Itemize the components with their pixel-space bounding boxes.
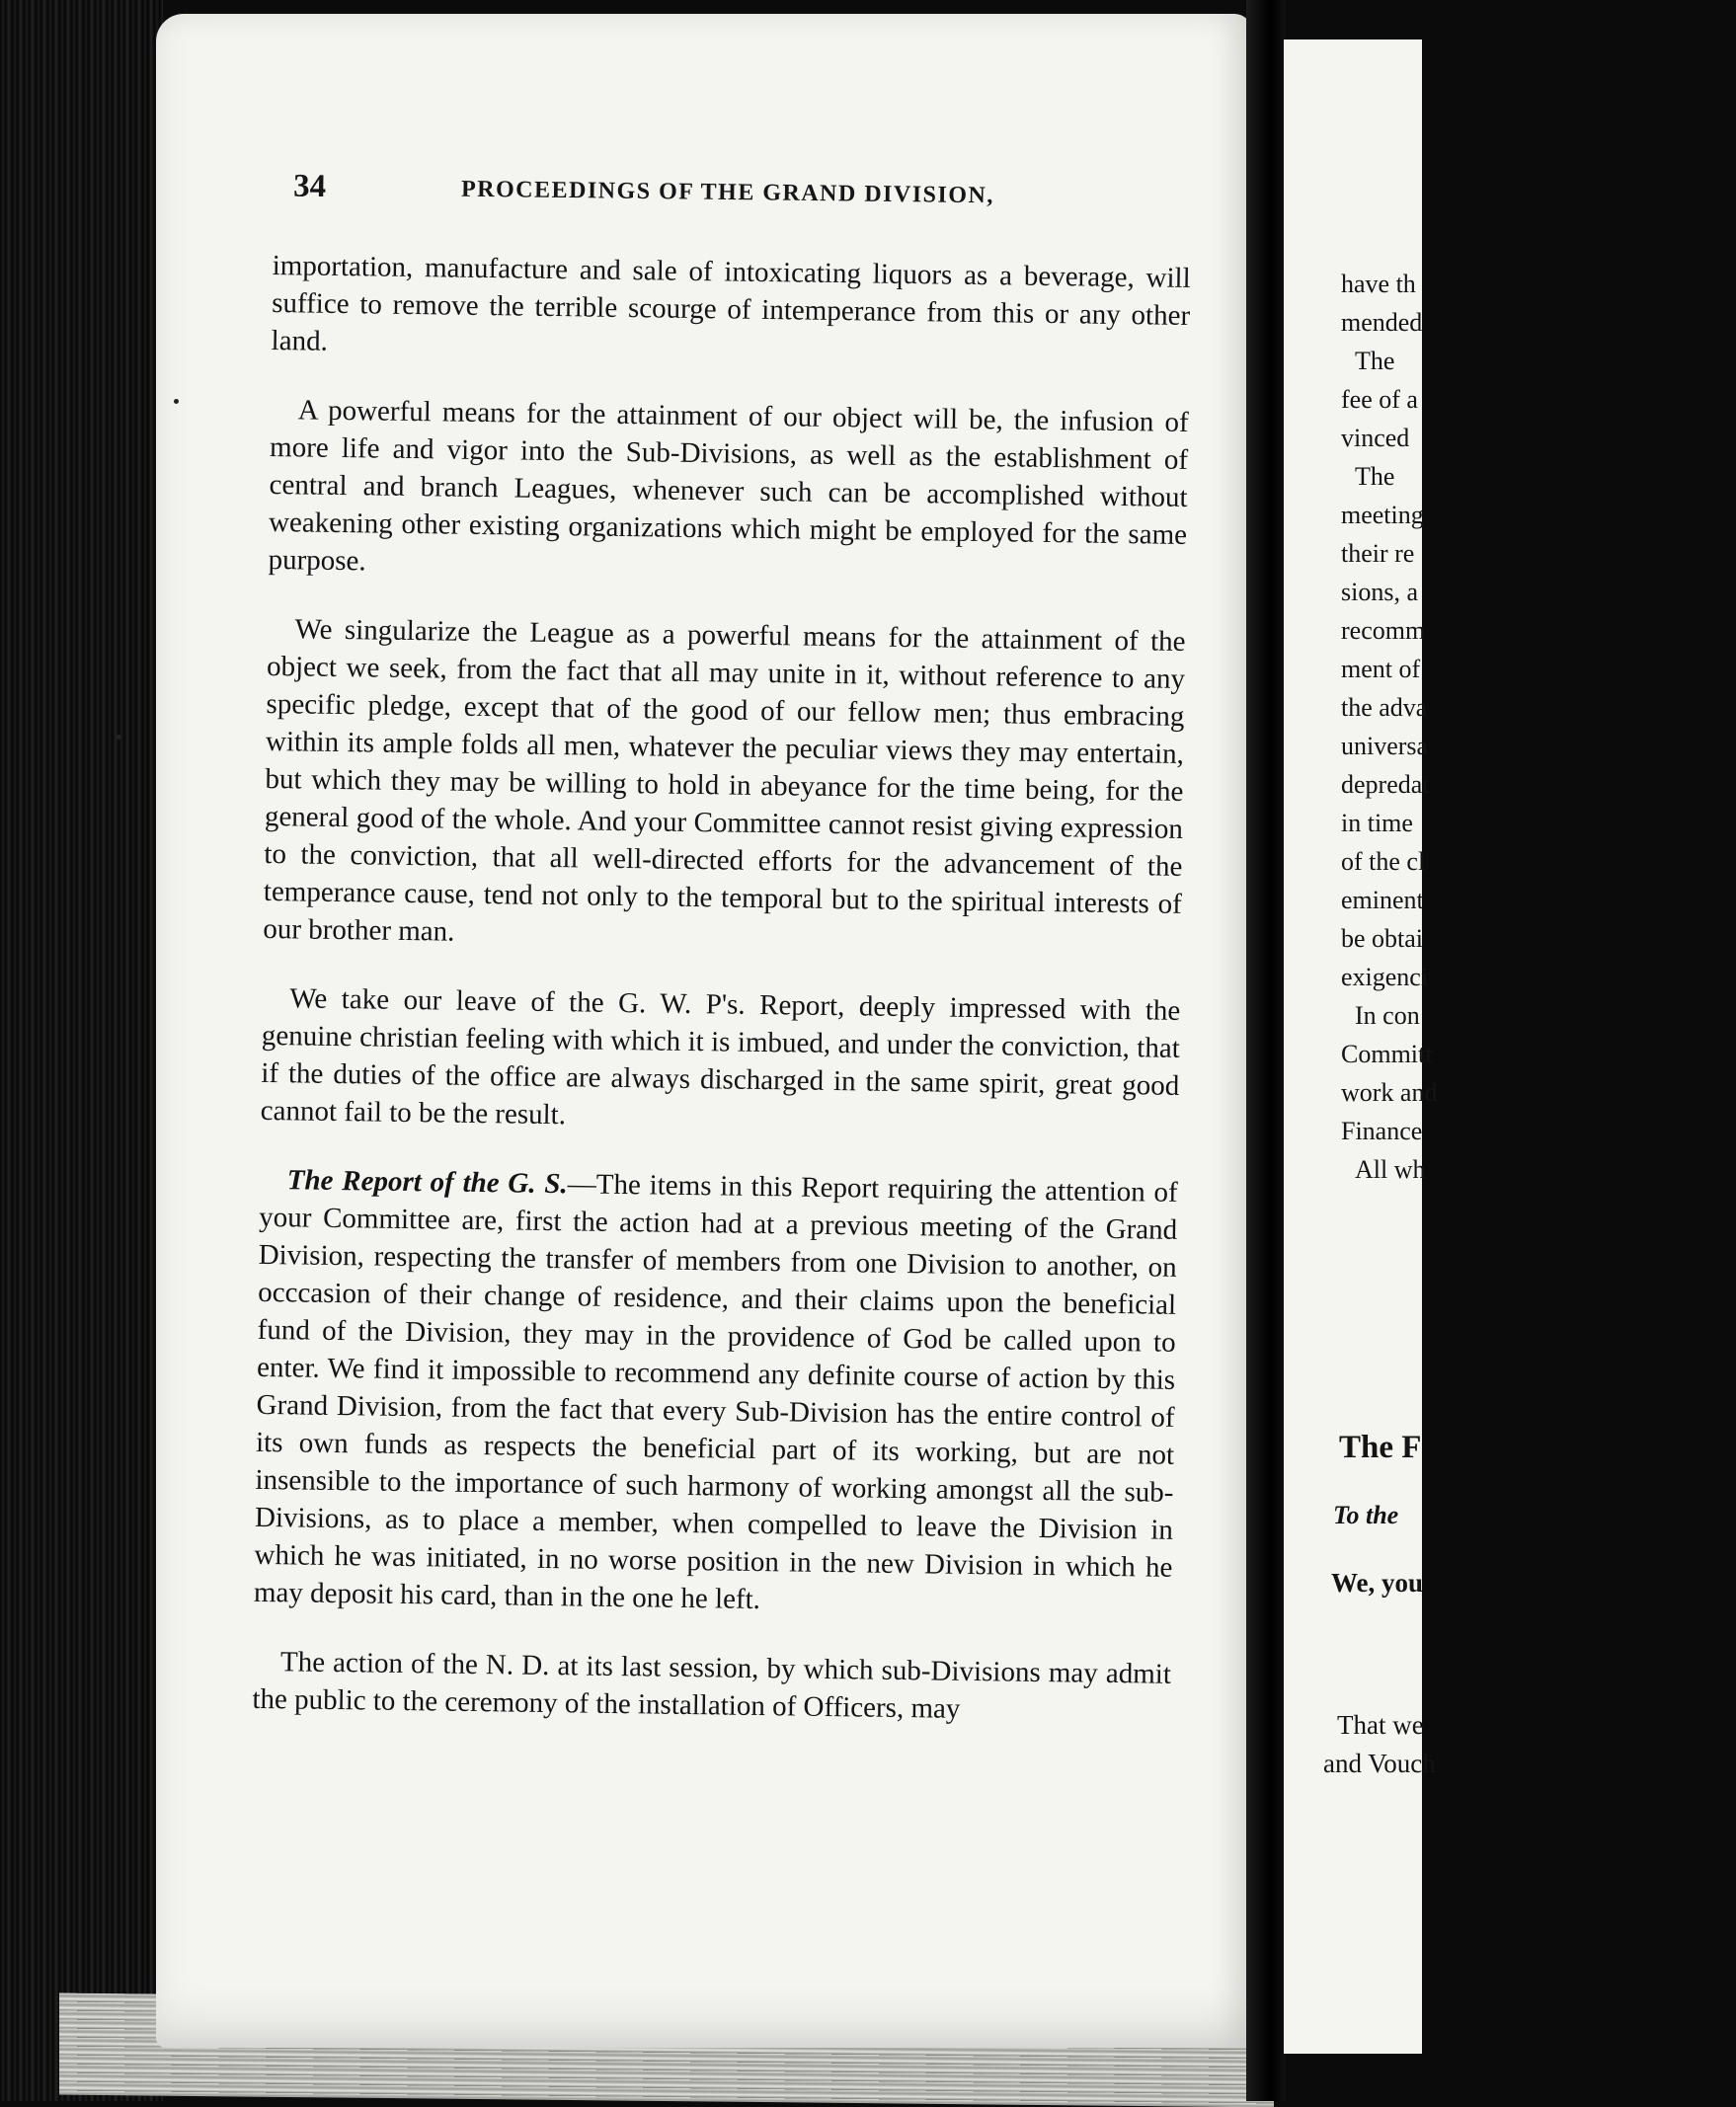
right-page-heading: The F	[1339, 1430, 1422, 1465]
line: That we	[1337, 1710, 1424, 1740]
right-page-opening: We, you	[1331, 1568, 1424, 1598]
ink-speck	[174, 399, 179, 404]
paragraph	[254, 1161, 1178, 1624]
right-page-lines	[1341, 265, 1736, 1189]
line: work and	[1341, 1078, 1438, 1107]
line: mended	[1341, 308, 1423, 337]
line: In con	[1355, 1001, 1420, 1030]
line: Committ	[1341, 1040, 1433, 1068]
line: their re	[1341, 539, 1415, 568]
paragraph: importation, manufacture and sale of intoxicating liquors as a beverage, will suffice to remove the terrible scourge of intemperance from this or any other land.	[271, 249, 1191, 357]
line: The	[1355, 462, 1395, 491]
line: eminent	[1341, 886, 1424, 914]
line: recomm	[1341, 616, 1426, 645]
line: depredat	[1341, 770, 1430, 799]
line: Finance	[1341, 1117, 1423, 1145]
right-page-that-lines	[1323, 1706, 1436, 1783]
line: exigenci	[1341, 963, 1429, 991]
book-spine-edge	[0, 0, 163, 2101]
right-page-salutation: To the	[1333, 1501, 1399, 1529]
line: vinced	[1341, 424, 1410, 452]
paragraph: The action of the N. D. at its last session, by which sub-Divisions may admit the public to the ceremony of the installation of Officers, may	[252, 1646, 1172, 1725]
line: sions, a	[1341, 578, 1418, 606]
line: be obtai	[1341, 924, 1424, 953]
paragraph: We take our leave of the G. W. P's. Report, deeply impressed with the genuine christian feeling with which it is imbued, and under the conviction, that if the duties of the office are always discharged in the same spirit, great good cannot fail to be the result.	[260, 982, 1181, 1132]
line: and Vouch	[1323, 1749, 1436, 1778]
line: fee of a	[1341, 385, 1418, 414]
ink-speck	[117, 735, 121, 740]
paragraph-text: —The items in this Report requiring the attention of your Committee are, first the action had at a previous meeting of the Grand Division, respecting the transfer of members from one Division to another, on occcasion of their change of residence, and their claims upon the beneficial fund of the Division, they may in the providence of God be called upon to enter. We find it impossible to recommend any definite course of action by this Grand Division, from the fact that every Sub-Division has the entire control of its own funds as respects the beneficial part of its working, but are not insensible to the importance of such harmony of working amongst all the sub-Divisions, as to place a member, when compelled to leave the Division in which he was initiated, in no worse position in the new Division in which he may deposit his card, than in the one he left.	[253, 1168, 1178, 1616]
paragraph: We singularize the League as a powerful means for the attainment of the object we seek, from the fact that all may unite in it, without reference to any specific pledge, except that of the good of our fellow men; thus embracing within its ample folds all men, whatever the peculiar views they may entertain, but which they may be willing to hold in abeyance for the time being, for the general good of the whole. And your Committee cannot resist giving expression to the conviction, that all well-directed efforts for the advancement of the temperance cause, tend not only to the temporal but to the spiritual interests of our brother man.	[263, 613, 1186, 948]
line: ment of	[1341, 655, 1421, 683]
line: in time	[1341, 809, 1413, 837]
body-text	[252, 247, 1191, 1762]
line: of the cl	[1341, 847, 1426, 876]
page-number: 34	[292, 168, 327, 205]
line: the adva	[1341, 693, 1428, 722]
paragraph: A powerful means for the attainment of our object will be, the infusion of more life and vigor into the Sub-Divisions, as well as the establishment of central and branch Leagues, whenever such can be accomplished without weakening other existing organizations which might be employed for the same purpose.	[268, 394, 1189, 578]
book-gutter	[1246, 0, 1286, 2101]
line: The	[1355, 347, 1395, 375]
line: have th	[1341, 270, 1416, 298]
right-page	[1284, 39, 1438, 2054]
running-head-title: PROCEEDINGS OF THE GRAND DIVISION,	[460, 176, 994, 209]
line: universa	[1341, 732, 1429, 760]
line: meeting	[1341, 501, 1424, 529]
report-lead: The Report of the G. S.	[286, 1164, 569, 1201]
line: All wh	[1355, 1155, 1426, 1184]
